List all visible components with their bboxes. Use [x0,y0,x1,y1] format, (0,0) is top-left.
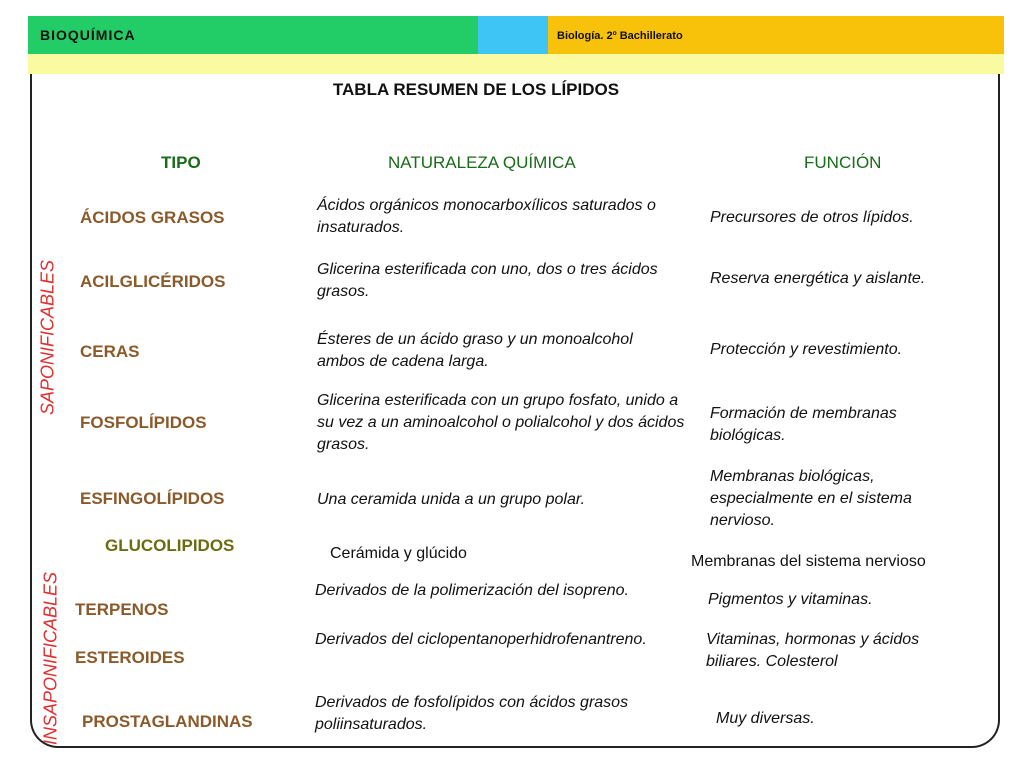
column-header-naturaleza: NATURALEZA QUÍMICA [388,153,576,172]
row-tipo: ESTEROIDES [75,648,185,667]
row-tipo: ÁCIDOS GRASOS [80,208,225,227]
row-tipo: TERPENOS [75,600,169,619]
row-funcion: Formación de membranas biológicas. [710,405,897,444]
row-funcion: Reserva energética y aislante. [710,270,926,287]
row-naturaleza: Una ceramida unida a un grupo polar. [317,491,586,508]
row-naturaleza: Ácidos orgánicos monocarboxílicos saturados o insaturados. [317,197,656,236]
row-tipo: FOSFOLÍPIDOS [80,413,207,432]
row-funcion: Protección y revestimiento. [710,341,903,358]
row-funcion: Membranas biológicas, especialmente en el sistema nervioso. [710,468,912,529]
row-naturaleza: Glicerina esterificada con uno, dos o tres ácidos grasos. [317,261,658,300]
header-subject: BIOQUÍMICA [40,27,136,43]
group-label-insaponificables: INSAPONIFICABLES [40,571,61,746]
row-naturaleza: Ésteres de un ácido graso y un monoalcohol ambos de cadena larga. [317,331,633,370]
column-header-tipo: TIPO [161,153,201,172]
page-title: TABLA RESUMEN DE LOS LÍPIDOS [332,80,620,99]
row-funcion: Precursores de otros lípidos. [710,209,914,226]
group-label-saponificables: SAPONIFICABLES [37,259,58,416]
row-tipo: PROSTAGLANDINAS [82,712,253,731]
row-funcion: Pigmentos y vitaminas. [708,591,873,608]
row-funcion: Muy diversas. [716,710,815,727]
row-naturaleza: Derivados de fosfolípidos con ácidos grasos poliinsaturados. [315,694,629,733]
row-tipo: ESFINGOLÍPIDOS [80,489,225,508]
header-yellow-strip [28,54,1004,74]
header-blue-block [478,16,548,54]
row-naturaleza: Derivados de la polimerización del isopreno. [315,582,629,599]
row-funcion: Vitaminas, hormonas y ácidos biliares. Colesterol [706,631,920,670]
row-naturaleza: Derivados del ciclopentanoperhidrofenantreno. [315,631,647,648]
row-naturaleza: Glicerina esterificada con un grupo fosfato, unido a su vez a un aminoalcohol o polialcohol y dos ácidos grasos. [317,392,685,453]
row-tipo: CERAS [80,342,140,361]
row-naturaleza: Cerámida y glúcido [330,545,467,562]
column-header-funcion: FUNCIÓN [804,153,882,172]
row-funcion: Membranas del sistema nervioso [691,553,926,570]
header-course: Biología. 2º Bachillerato [557,30,683,42]
row-tipo: GLUCOLIPIDOS [105,536,235,555]
row-tipo: ACILGLICÉRIDOS [80,272,226,291]
